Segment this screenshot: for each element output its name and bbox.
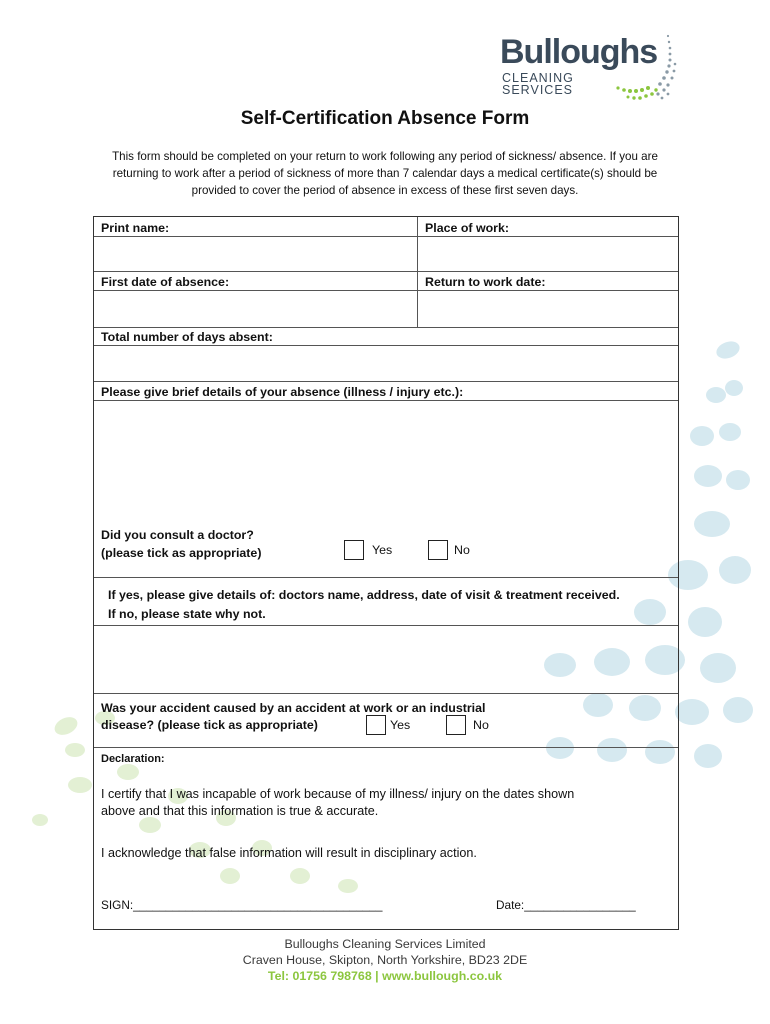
acknowledge-line: I acknowledge that false information will result in disciplinary action. <box>101 846 477 860</box>
company-logo <box>498 28 688 110</box>
print-name-label: Print name: <box>101 221 170 235</box>
brief-details-field[interactable] <box>95 402 675 522</box>
place-of-work-label: Place of work: <box>425 221 510 235</box>
absence-form <box>93 216 679 930</box>
accident-question: Was your accident caused by an accident at work or an industrial <box>101 701 486 715</box>
doctor-yes-label: Yes <box>372 543 393 557</box>
footer-address: Craven House, Skipton, North Yorkshire, BD23 2DE <box>242 953 528 967</box>
doctor-reason-label: If no, please state why not. <box>108 607 266 621</box>
doctor-no-checkbox[interactable] <box>428 540 448 560</box>
page-title: Self-Certification Absence Form <box>240 108 530 129</box>
doctor-details-label: If yes, please give details of: doctors name, address, date of visit & treatment received. <box>108 588 620 602</box>
row-divider <box>94 400 678 401</box>
row-divider <box>94 290 678 291</box>
row-divider <box>94 236 678 237</box>
logo-subtitle-1: CLEANING <box>502 71 574 85</box>
doctor-question-hint: (please tick as appropriate) <box>101 546 262 560</box>
accident-no-label: No <box>473 718 489 732</box>
accident-question-hint: disease? (please tick as appropriate) <box>101 718 318 732</box>
footer-company: Bulloughs Cleaning Services Limited <box>284 937 486 951</box>
row-divider <box>94 345 678 346</box>
accident-yes-label: Yes <box>390 718 411 732</box>
row-divider <box>94 381 678 382</box>
row-divider <box>94 693 678 694</box>
intro-paragraph: This form should be completed on your return to work following any period of sickness/ absence. If you are returning to work after a period of sickness of more than 7 calendar days a medical certificate(s) should be provided to cover the period of absence in excess of these first seven days. <box>112 150 658 197</box>
first-date-label: First date of absence: <box>101 275 230 289</box>
logo-subtitle-2: SERVICES <box>502 83 573 97</box>
return-date-field[interactable] <box>419 292 676 326</box>
logo-swoosh-icon <box>578 28 688 110</box>
signature-field[interactable]: SIGN:______________________________________ <box>101 898 383 912</box>
footer-contact: Tel: 01756 798768 | www.bullough.co.uk <box>267 969 503 983</box>
print-name-field[interactable] <box>95 238 415 270</box>
certify-line-1: I certify that I was incapable of work because of my illness/ injury on the dates shown <box>101 787 575 801</box>
doctor-details-field[interactable] <box>95 627 675 691</box>
brief-details-label: Please give brief details of your absence (illness / injury etc.): <box>101 385 464 399</box>
row-divider <box>94 747 678 748</box>
column-divider <box>417 217 418 327</box>
row-divider <box>94 625 678 626</box>
total-days-label: Total number of days absent: <box>101 330 273 344</box>
row-divider <box>94 271 678 272</box>
doctor-no-label: No <box>454 543 470 557</box>
return-date-label: Return to work date: <box>425 275 546 289</box>
row-divider <box>94 577 678 578</box>
declaration-heading: Declaration: <box>101 753 165 765</box>
page-footer <box>0 936 770 984</box>
place-of-work-field[interactable] <box>419 238 676 270</box>
accident-no-checkbox[interactable] <box>446 715 466 735</box>
logo-wordmark: Bulloughs <box>500 33 658 71</box>
date-field[interactable]: Date:_________________ <box>496 898 636 912</box>
first-date-field[interactable] <box>95 292 415 326</box>
doctor-yes-checkbox[interactable] <box>344 540 364 560</box>
accident-yes-checkbox[interactable] <box>366 715 386 735</box>
doctor-question: Did you consult a doctor? <box>101 528 254 542</box>
row-divider <box>94 327 678 328</box>
total-days-field[interactable] <box>95 347 675 380</box>
certify-line-2: above and that this information is true & accurate. <box>101 804 379 818</box>
